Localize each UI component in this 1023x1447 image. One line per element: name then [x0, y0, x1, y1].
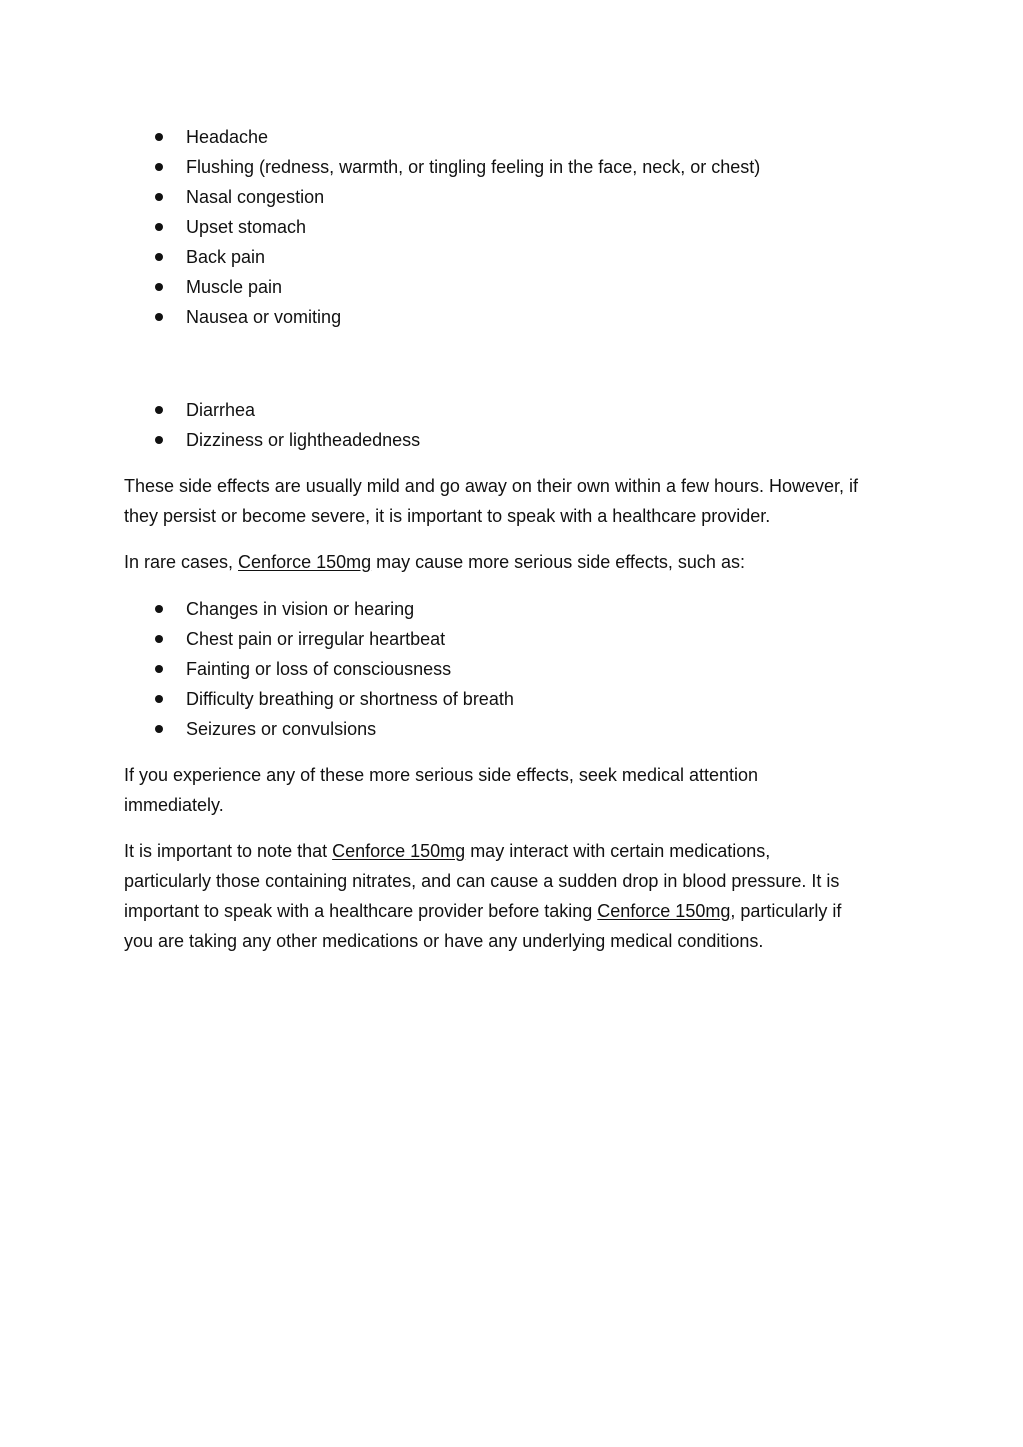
- list-item: [124, 122, 904, 152]
- bullet-icon: [155, 665, 163, 673]
- bullet-icon: [155, 725, 163, 733]
- bullet-icon: [155, 133, 163, 141]
- list-item-text: Difficulty breathing or shortness of breath: [186, 689, 514, 709]
- paragraph-spacer: [124, 531, 904, 547]
- mild-effects-paragraph: [124, 471, 904, 531]
- bullet-icon: [155, 163, 163, 171]
- list-item: [124, 654, 904, 684]
- paragraph-text: important to speak with a healthcare provider before taking: [124, 901, 598, 921]
- paragraph-line: you are taking any other medications or have any underlying medical conditions.: [124, 931, 764, 951]
- list-item-text: Back pain: [186, 247, 266, 267]
- more-side-effects-list: [124, 395, 904, 455]
- list-item: [124, 624, 904, 654]
- bullet-icon: [155, 605, 163, 613]
- bullet-icon: [155, 695, 163, 703]
- paragraph-line: they persist or become severe, it is important to speak with a healthcare provider.: [124, 506, 771, 526]
- list-item: [124, 242, 904, 272]
- rare-cases-paragraph: [124, 547, 904, 577]
- paragraph-text: , particularly if: [730, 901, 842, 921]
- list-item: [124, 395, 904, 425]
- bullet-icon: [155, 193, 163, 201]
- paragraph-spacer: [124, 455, 904, 471]
- cenforce-link[interactable]: Cenforce 150mg: [597, 901, 731, 921]
- list-item-text: Headache: [186, 127, 269, 147]
- paragraph-text: may interact with certain medications,: [465, 841, 771, 861]
- paragraph-line: These side effects are usually mild and go away on their own within a few hours. However, if: [124, 476, 859, 496]
- paragraph-text: In rare cases,: [124, 552, 239, 572]
- list-item-text: Flushing (redness, warmth, or tingling feeling in the face, neck, or chest): [186, 157, 761, 177]
- paragraph-line: If you experience any of these more serious side effects, seek medical attention: [124, 765, 759, 785]
- list-item-text: Muscle pain: [186, 277, 283, 297]
- list-item-text: Diarrhea: [186, 400, 256, 420]
- paragraph-spacer: [124, 577, 904, 594]
- list-item-text: Changes in vision or hearing: [186, 599, 415, 619]
- paragraph-text: may cause more serious side effects, such as:: [371, 552, 745, 572]
- list-item: [124, 152, 904, 182]
- bullet-icon: [155, 253, 163, 261]
- paragraph-spacer: [124, 744, 904, 760]
- bullet-icon: [155, 406, 163, 414]
- bullet-icon: [155, 313, 163, 321]
- paragraph-line: immediately.: [124, 795, 224, 815]
- common-side-effects-list: [124, 122, 904, 332]
- paragraph-line: particularly those containing nitrates, and can cause a sudden drop in blood pressure. It is: [124, 871, 840, 891]
- bullet-icon: [155, 436, 163, 444]
- list-item: [124, 684, 904, 714]
- list-item-text: Upset stomach: [186, 217, 307, 237]
- seek-attention-paragraph: [124, 760, 904, 820]
- cenforce-link[interactable]: Cenforce 150mg: [238, 552, 372, 572]
- list-item-text: Dizziness or lightheadedness: [186, 430, 421, 450]
- list-item: [124, 594, 904, 624]
- document-content: [124, 122, 904, 956]
- list-item-text: Fainting or loss of consciousness: [186, 659, 452, 679]
- list-item-text: Nausea or vomiting: [186, 307, 342, 327]
- paragraph-text: It is important to note that: [124, 841, 333, 861]
- list-item-text: Chest pain or irregular heartbeat: [186, 629, 446, 649]
- list-item: [124, 714, 904, 744]
- bullet-icon: [155, 283, 163, 291]
- list-item-text: Nasal congestion: [186, 187, 325, 207]
- list-item-text: Seizures or convulsions: [186, 719, 377, 739]
- serious-side-effects-list: [124, 594, 904, 744]
- bullet-icon: [155, 635, 163, 643]
- interaction-warning-paragraph: [124, 836, 904, 956]
- list-item: [124, 182, 904, 212]
- list-item: [124, 302, 904, 332]
- paragraph-spacer: [124, 820, 904, 836]
- list-item: [124, 272, 904, 302]
- cenforce-link[interactable]: Cenforce 150mg: [332, 841, 466, 861]
- list-item: [124, 425, 904, 455]
- list-item: [124, 212, 904, 242]
- bullet-icon: [155, 223, 163, 231]
- list-spacer: [124, 332, 904, 395]
